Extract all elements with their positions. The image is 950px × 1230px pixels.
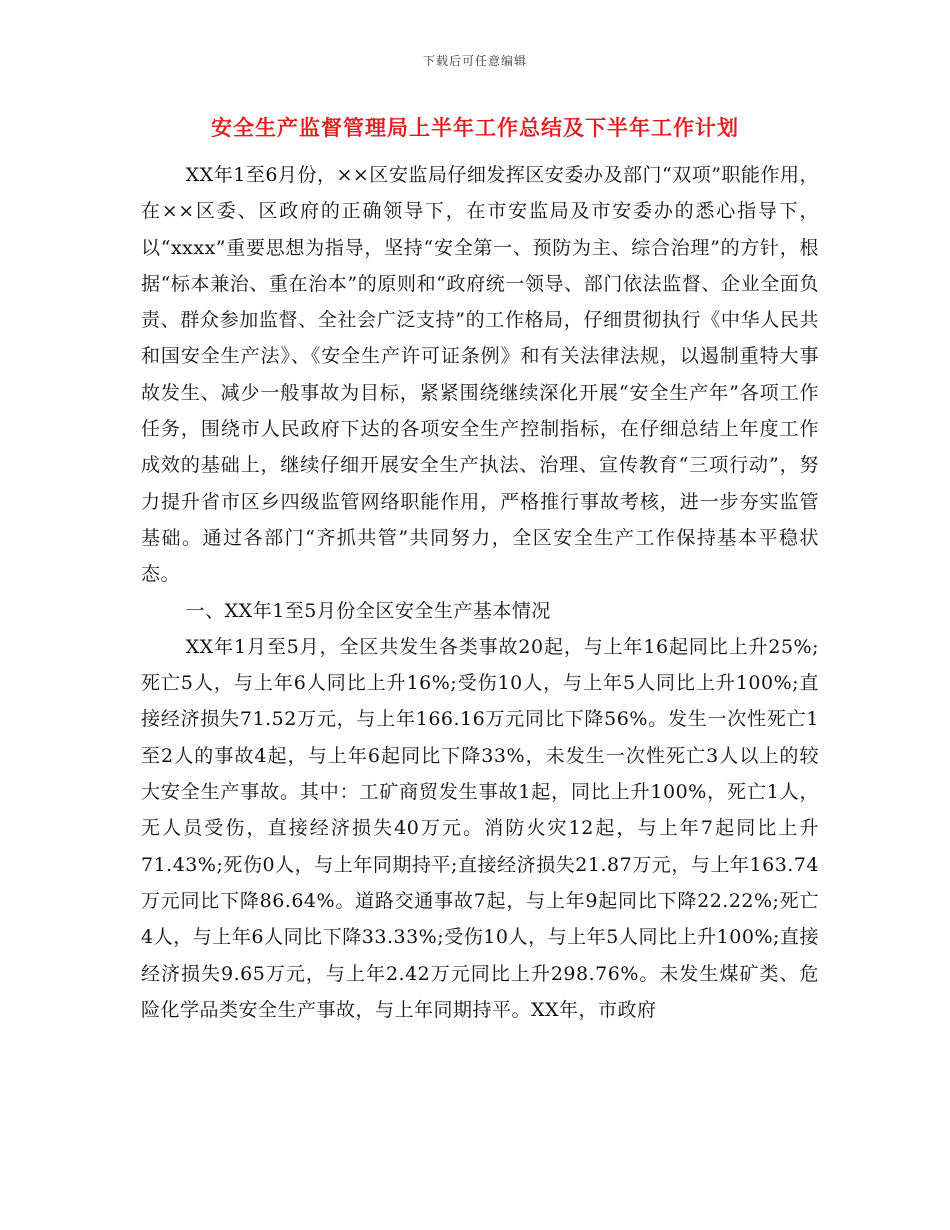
- header-note: 下载后可任意编辑: [422, 54, 527, 68]
- paragraph-intro: XX年1至6月份，××区安监局仔细发挥区安委办及部门“双项”职能作用，在××区委、区政府的正确领导下，在市安监局及市安委办的悉心指导下，以“xxxx”重要思想为指导，坚持“安全第一、预防为主、综合治理”的方针，根据“标本兼治、重在治本”的原则和“政府统一领导、部门依法监督、企业全面负责、群众参加监督、全社会广泛支持”的工作格局，仔细贯彻执行《中华人民共和国安全生产法》、《安全生产许可证条例》和有关法律法规，以遏制重特大事故发生、减少一般事故为目标，紧紧围绕继续深化开展“安全生产年”各项工作任务，围绕市人民政府下达的各项安全生产控制指标，在仔细总结上年度工作成效的基础上，继续仔细开展安全生产执法、治理、宣传教育“三项行动”，努力提升省市区乡四级监管网络职能作用，严格推行事故考核，进一步夯实监管基础。通过各部门“齐抓共管”共同努力，全区安全生产工作保持基本平稳状态。: [141, 164, 819, 586]
- section-heading-1: 一、XX年1至5月份全区安全生产基本情况: [185, 599, 551, 622]
- document-body: [141, 157, 819, 1028]
- paragraph-statistics: XX年1月至5月，全区共发生各类事故20起，与上年16起同比上升25%;死亡5人，与上年6人同比上升16%;受伤10人，与上年5人同比上升100%;直接经济损失71.52万元，与上年166.16万元同比下降56%。发生一次性死亡1至2人的事故4起，与上年6起同比下降33%，未发生一次性死亡3人以上的较大安全生产事故。其中：工矿商贸发生事故1起，同比上升100%，死亡1人，无人员受伤，直接经济损失40万元。消防火灾12起，与上年7起同比上升71.43%;死伤0人，与上年同期持平;直接经济损失21.87万元，与上年163.74万元同比下降86.64%。道路交通事故7起，与上年9起同比下降22.22%;死亡4人，与上年6人同比下降33.33%;受伤10人，与上年5人同比上升100%;直接经济损失9.65万元，与上年2.42万元同比上升298.76%。未发生煤矿类、危险化学品类安全生产事故，与上年同期持平。XX年，市政府: [141, 635, 819, 1021]
- document-title: 安全生产监督管理局上半年工作总结及下半年工作计划: [211, 116, 739, 140]
